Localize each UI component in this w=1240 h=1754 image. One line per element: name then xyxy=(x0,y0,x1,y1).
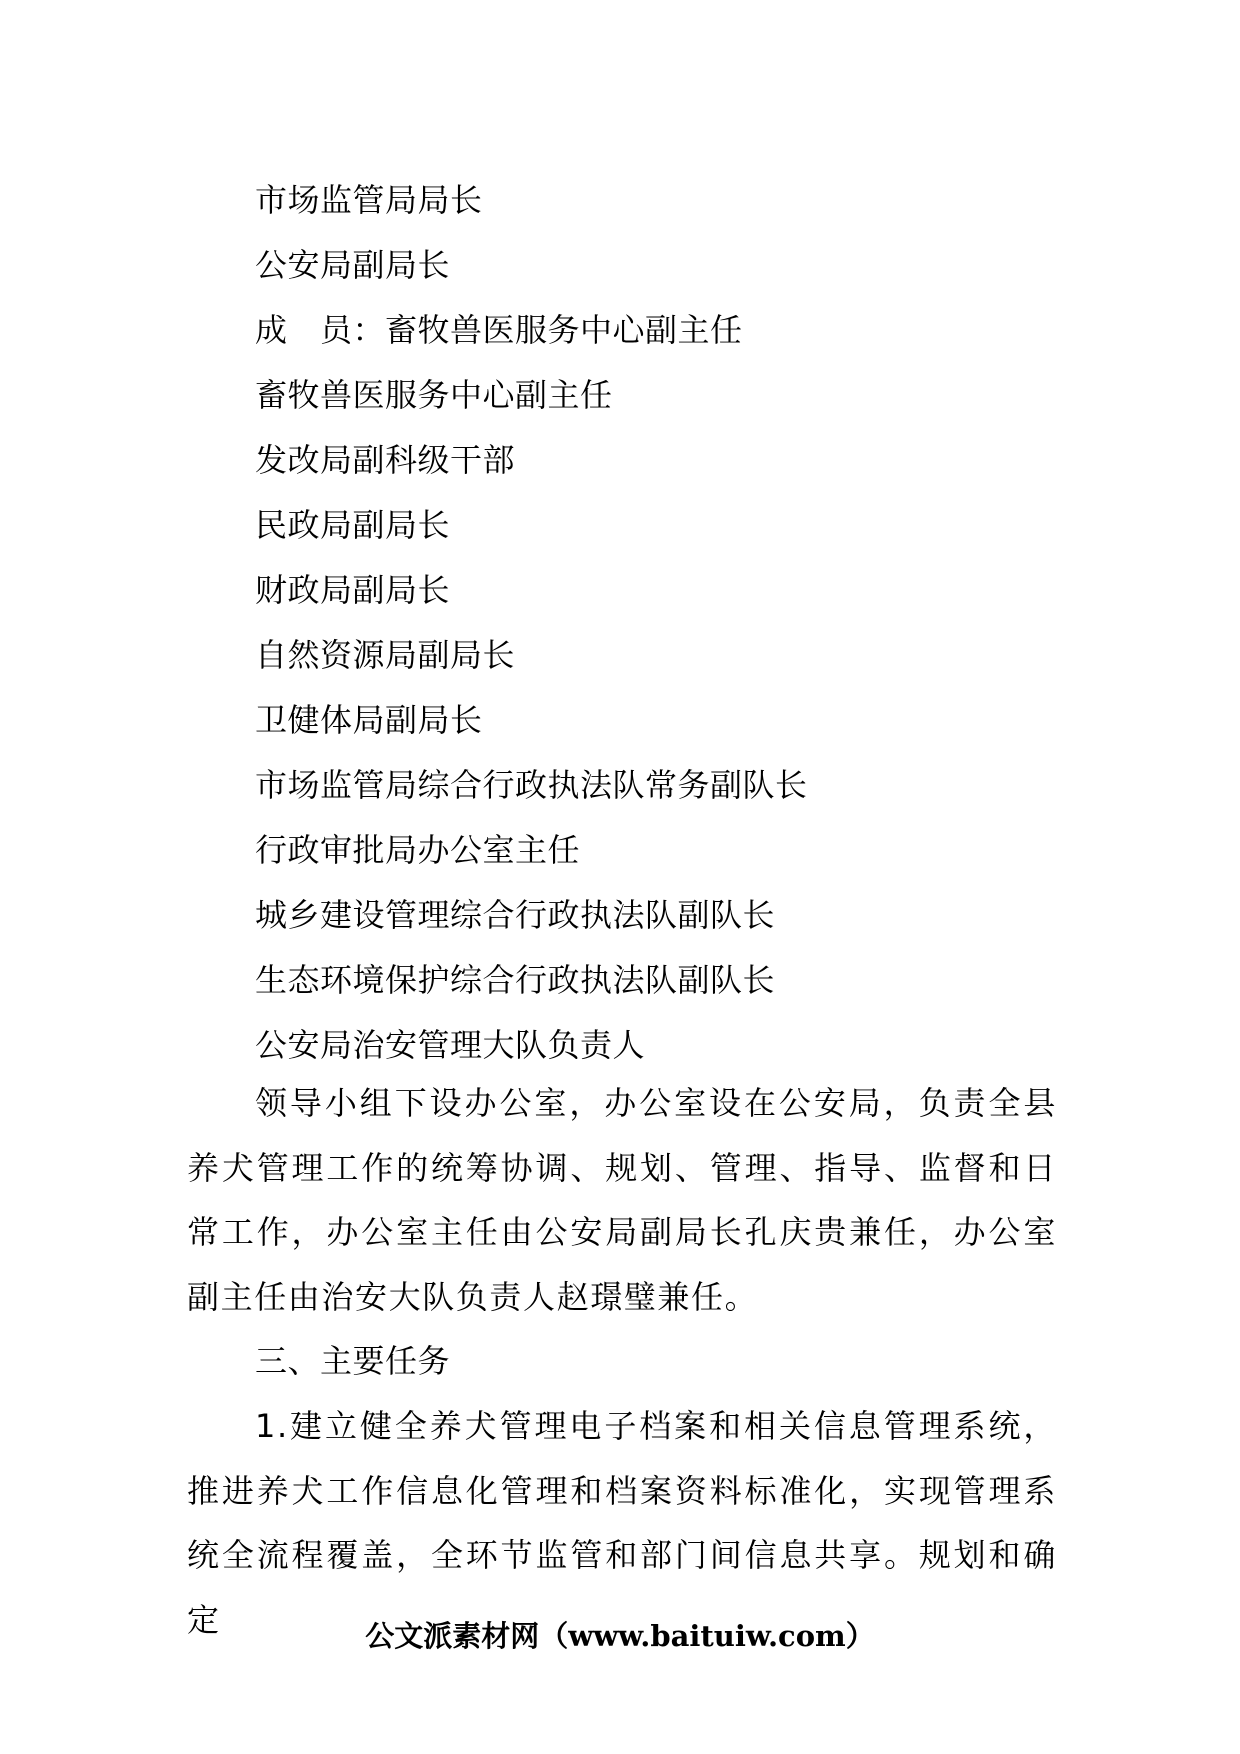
member-line: 公安局治安管理大队负责人 xyxy=(255,1026,646,1064)
member-line: 城乡建设管理综合行政执法队副队长 xyxy=(255,896,776,934)
section-heading: 三、主要任务 xyxy=(255,1342,451,1380)
member-line: 自然资源局副局长 xyxy=(255,636,516,674)
member-line: 行政审批局办公室主任 xyxy=(255,831,581,869)
member-line: 市场监管局综合行政执法队常务副队长 xyxy=(255,766,808,804)
member-line: 生态环境保护综合行政执法队副队长 xyxy=(255,961,776,999)
member-line: 畜牧兽医服务中心副主任 xyxy=(255,376,613,414)
member-list xyxy=(255,168,808,1078)
office-paragraph: 领导小组下设办公室，办公室设在公安局，负责全县养犬管理工作的统筹协调、规划、管理、指导、监督和日常工作，办公室主任由公安局副局长孔庆贵兼任，办公室副主任由治安大队负责人赵璟璧兼任。 xyxy=(187,1084,1057,1316)
footer-watermark: 公文派素材网（www.baituiw.com） xyxy=(365,1619,875,1653)
member-line: 市场监管局局长 xyxy=(255,181,483,219)
member-line: 公安局副局长 xyxy=(255,246,451,284)
task-paragraph: 1.建立健全养犬管理电子档案和相关信息管理系统，推进养犬工作信息化管理和档案资料标准化，实现管理系统全流程覆盖，全环节监管和部门间信息共享。规划和确定 xyxy=(187,1407,1057,1639)
member-line: 发改局副科级干部 xyxy=(255,441,516,479)
member-line: 财政局副局长 xyxy=(255,571,451,609)
member-line: 民政局副局长 xyxy=(255,506,451,544)
member-line: 成 员：畜牧兽医服务中心副主任 xyxy=(255,311,743,349)
member-line: 卫健体局副局长 xyxy=(255,701,483,739)
